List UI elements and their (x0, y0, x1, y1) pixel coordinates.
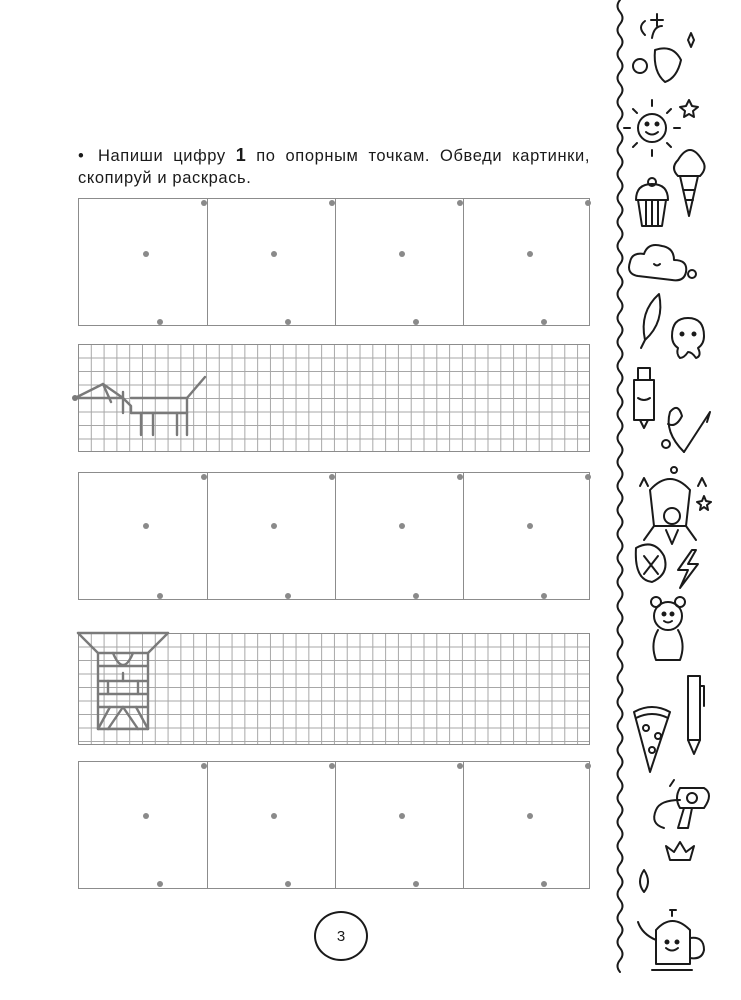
sparkle-icon (651, 14, 694, 47)
guide-dot (157, 319, 163, 325)
guide-dot (527, 523, 533, 529)
square-divider (207, 473, 208, 599)
grid-strip-dog (78, 344, 590, 452)
guide-dot (285, 593, 291, 599)
guide-dot (271, 251, 277, 257)
instruction-text (78, 144, 590, 189)
rocket-icon (640, 478, 706, 544)
square-divider (207, 762, 208, 888)
sun-icon (624, 100, 680, 156)
hair-dryer-icon (654, 780, 709, 828)
guide-dot (399, 523, 405, 529)
grid-strip-robot (78, 633, 590, 745)
bullet: • (78, 147, 85, 165)
guide-dot (585, 474, 591, 480)
guide-dot (143, 251, 149, 257)
guide-dot (585, 200, 591, 206)
guide-dot (541, 319, 547, 325)
guide-dot (527, 251, 533, 257)
teapot-icon (638, 910, 704, 970)
lemon-icon (636, 544, 666, 582)
page-number (314, 911, 368, 961)
cupcake-icon (636, 178, 668, 226)
square-divider (463, 199, 464, 325)
guide-dot (157, 881, 163, 887)
guide-dot (201, 200, 207, 206)
square-row-2 (78, 472, 590, 600)
teddy-bear-icon (651, 597, 685, 660)
guide-dot (329, 474, 335, 480)
guide-dot (413, 881, 419, 887)
square-divider (335, 762, 336, 888)
guide-dot (143, 813, 149, 819)
guide-dot (399, 813, 405, 819)
guide-dot (285, 319, 291, 325)
guide-dot (201, 474, 207, 480)
square-divider (207, 199, 208, 325)
guide-dot (413, 319, 419, 325)
octopus-icon (672, 318, 704, 358)
star-icon (680, 100, 698, 117)
robot-figure (78, 633, 178, 743)
guide-dot (143, 523, 149, 529)
guide-dot (285, 881, 291, 887)
guide-dot (201, 763, 207, 769)
crown-icon (666, 842, 694, 860)
instruction-part-1: Напиши цифру (98, 147, 236, 165)
leaf-icon (641, 294, 660, 348)
cloud-icon (629, 245, 696, 280)
guide-dot (541, 593, 547, 599)
beet-icon (633, 21, 681, 82)
guide-dot (457, 763, 463, 769)
guide-dot (329, 200, 335, 206)
square-row-3 (78, 761, 590, 889)
lightning-icon (678, 550, 698, 588)
guide-dot (157, 593, 163, 599)
guide-dot (585, 763, 591, 769)
square-divider (335, 199, 336, 325)
dog-figure (73, 343, 213, 453)
wavy-border (618, 0, 623, 972)
instruction-part-2: по опорным точкам. Обведи картинки, скопируй и раскрась. (78, 147, 590, 187)
square-row-1 (78, 198, 590, 326)
drop-icon (640, 870, 648, 892)
page-number-text: 3 (336, 927, 346, 945)
square-divider (463, 473, 464, 599)
doodle-column (600, 0, 741, 1000)
pizza-icon (634, 707, 670, 772)
guide-dot (329, 763, 335, 769)
instruction-number: 1 (235, 145, 247, 165)
guide-dot (413, 593, 419, 599)
star-icon (697, 496, 711, 510)
guide-dot (457, 474, 463, 480)
guide-dot (271, 523, 277, 529)
pen-icon (688, 676, 704, 754)
guide-dot (399, 251, 405, 257)
guide-dot (527, 813, 533, 819)
square-divider (335, 473, 336, 599)
paint-tube-icon (634, 368, 654, 428)
guide-dot (457, 200, 463, 206)
guide-dot (541, 881, 547, 887)
guide-dot (271, 813, 277, 819)
needle-icon (662, 408, 710, 473)
square-divider (463, 762, 464, 888)
ice-cream-icon (674, 150, 705, 216)
